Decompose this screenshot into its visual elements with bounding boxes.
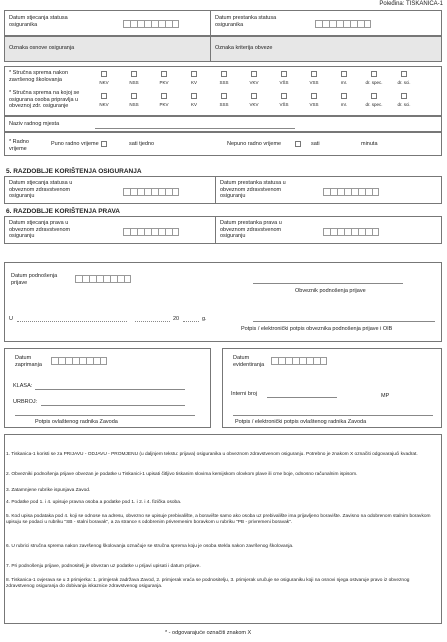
workplace-label: Naziv radnog mjesta — [9, 121, 60, 127]
submitter-line[interactable] — [253, 283, 403, 284]
position-label: * Stručna sprema na kojoj se osigurana osoba pripravlja u obveznoj zdr. osiguranje — [9, 90, 80, 109]
level-checkbox[interactable] — [101, 71, 107, 77]
level-label: mr. — [340, 102, 348, 107]
level-label: NKV — [99, 80, 109, 85]
level-checkbox[interactable] — [251, 93, 257, 99]
section6-start-label: Datum stjecanja prava u obveznom zdravstvenom osiguranju — [9, 220, 71, 239]
level-label: VŠS — [279, 80, 289, 85]
section6-start-field[interactable] — [123, 228, 179, 236]
note-3: 3. Zatamnjene rubrike ispunjava Zavod. — [6, 488, 91, 493]
level-checkbox[interactable] — [341, 71, 347, 77]
section6-end-label: Datum prestanka prava u obveznom zdravstvenom osiguranju — [220, 220, 282, 239]
level-checkbox[interactable] — [281, 71, 287, 77]
level-label: VŠS — [279, 102, 289, 107]
signature-line[interactable] — [253, 321, 435, 322]
authorized-sign-line[interactable] — [15, 415, 195, 416]
authorized-sign-label: Potpis ovlaštenog radnika Zavoda — [35, 419, 118, 425]
level-label: KV — [190, 80, 197, 85]
level-checkbox[interactable] — [161, 71, 167, 77]
worktime-label: * Radno vrijeme — [9, 139, 29, 152]
level-label: SSS — [219, 80, 229, 85]
level-checkbox[interactable] — [191, 93, 197, 99]
level-checkbox[interactable] — [131, 71, 137, 77]
end-date-label: Datum prestanka statusa osiguranika — [215, 15, 277, 28]
electronic-sign-line[interactable] — [233, 415, 433, 416]
place-field[interactable] — [17, 321, 127, 322]
level-checkbox[interactable] — [221, 71, 227, 77]
signature-label: Potpis / elektronički potpis obveznika podnošenja prijave i OIB — [241, 326, 393, 332]
section6-end-field[interactable] — [323, 228, 379, 236]
received-field[interactable] — [51, 357, 107, 365]
note-1: 1. Tiskanica-1 koristi se za PRIJAVU - ODJAVU - PROMJENU (u daljnjem tekstu: prijava) osiguranika u obveznom zdravstvenom osiguranju. Potrebno je znakom X označiti odgovarajući kvadrat. — [6, 452, 418, 457]
hours-weekly-label: sati tjedno — [129, 141, 155, 147]
page-label: Poleđina: TISKANICA-1 — [379, 1, 443, 7]
level-label: VSS — [309, 102, 319, 107]
section5-end-field[interactable] — [323, 188, 379, 196]
mp-label: MP — [381, 393, 390, 399]
level-checkbox[interactable] — [131, 93, 137, 99]
level-label: VSS — [309, 80, 319, 85]
submission-date-field[interactable] — [75, 275, 131, 283]
basis-box — [4, 36, 442, 62]
section5-end-label: Datum prestanka statusa u obveznom zdravstvenom osiguranju — [220, 180, 286, 199]
level-checkbox[interactable] — [161, 93, 167, 99]
notes-box — [4, 434, 442, 624]
level-checkbox[interactable] — [401, 93, 407, 99]
year-suffix: g. — [202, 316, 207, 322]
qualification-label: * Stručna sprema nakon završenog školovanja — [9, 70, 69, 83]
level-label: VKV — [249, 80, 259, 85]
date-field[interactable] — [135, 321, 170, 322]
submitter-label: Obveznik podnošenja prijave — [295, 288, 366, 294]
worktime-box — [4, 132, 442, 156]
level-label: dr. spec. — [365, 80, 383, 85]
note-4: 4. Podatke pod 1. i 4. upisuje pravna osoba a podatke pod 1. i 2. i 4. fizička osoba. — [6, 500, 182, 505]
status-dates-box — [4, 10, 442, 36]
full-time-label: Puno radno vrijeme — [51, 141, 99, 147]
level-checkbox[interactable] — [311, 71, 317, 77]
section5-title: 5. RAZDOBLJE KORIŠTENJA OSIGURANJA — [6, 168, 142, 175]
level-checkbox[interactable] — [101, 93, 107, 99]
workplace-box — [4, 116, 442, 132]
section5-start-field[interactable] — [123, 188, 179, 196]
level-checkbox[interactable] — [191, 71, 197, 77]
level-label: PKV — [159, 80, 169, 85]
submission-box — [4, 262, 442, 342]
start-date-label: Datum stjecanja statusa osiguranika — [9, 15, 68, 28]
section6-title: 6. RAZDOBLJE KORIŠTENJA PRAVA — [6, 208, 121, 215]
place-prefix: U — [9, 316, 13, 322]
level-label: KV — [190, 102, 197, 107]
internal-label: Interni broj — [231, 391, 257, 397]
criteria-label: Oznaka kriterija obveze — [215, 45, 273, 51]
level-checkbox[interactable] — [371, 71, 377, 77]
level-label: VKV — [249, 102, 259, 107]
recorded-field[interactable] — [271, 357, 327, 365]
received-label: Datum zaprimanja — [15, 355, 42, 368]
level-label: NKV — [99, 102, 109, 107]
year-prefix: 20 — [173, 316, 180, 322]
level-checkbox[interactable] — [281, 93, 287, 99]
note-6: 6. U rubrici stručna sprema nakon završenog školovanja označuje se stručna sprema koju je osoba stekla nakon završenog školovanja. — [6, 544, 294, 549]
level-checkbox[interactable] — [401, 71, 407, 77]
urbroj-label: URBROJ: — [13, 399, 38, 405]
internal-field[interactable] — [267, 397, 337, 398]
note-7: 7. Pri podnošenju prijave, podnositelj je obvezan uz podatke u prijavi upisati i datum prijave. — [6, 564, 201, 569]
level-checkbox[interactable] — [251, 71, 257, 77]
level-label: dr. sci. — [397, 80, 411, 85]
note-8: 8. Tiskanica-1 ovjerava se u 3 primjerka: 1. primjerak zadržava Zavod, 2. primjerak vraća se podnositelju, 3. primjerak uručuje se osiguraniku koji na osnovi njega ostvaruje pravo iz obveznog zdravstvenog osiguranja do dobivanja iskaznice zdravstvenog osiguranja. — [6, 578, 410, 589]
level-checkbox[interactable] — [341, 93, 347, 99]
part-time-checkbox[interactable] — [295, 141, 301, 147]
note-5: 5. Kod upisa podataka pod 4. koji se odnose na adresu, obvezno se upisuje prebivalište, a boravište samo ako osoba uz prebivalište ima prijavljeno boravište. Zavisno na odobrenom stalnim boravkom upisuju se podaci u rubriku "SB - stalni boravak", a za strance s odobrenim privremenim boravkom u rubriku "PB - privremeni boravak". — [6, 514, 431, 525]
section5-start-label: Datum stjecanja statusa u obveznom zdravstvenom osiguranju — [9, 180, 73, 199]
workplace-field[interactable] — [95, 128, 295, 129]
year-field[interactable] — [183, 321, 199, 322]
level-label: NSS — [129, 80, 139, 85]
level-checkbox[interactable] — [311, 93, 317, 99]
submission-date-label: Datum podnošenja prijave — [11, 273, 58, 286]
minutes-label: minuta — [361, 141, 378, 147]
urbroj-field[interactable] — [41, 405, 185, 406]
part-time-label: Nepuno radno vrijeme — [227, 141, 282, 147]
start-date-field[interactable] — [123, 20, 179, 28]
full-time-checkbox[interactable] — [101, 141, 107, 147]
level-label: NSS — [129, 102, 139, 107]
office-left-box — [4, 348, 211, 428]
end-date-field[interactable] — [315, 20, 371, 28]
hours-label: sati — [311, 141, 320, 147]
level-checkbox[interactable] — [371, 93, 377, 99]
level-label: SSS — [219, 102, 229, 107]
footnote: * - odgovarajuće označiti znakom X — [165, 630, 252, 636]
level-label: PKV — [159, 102, 169, 107]
section5-box — [4, 176, 442, 204]
note-2: 2. Obvezniki podnošenja prijave obvezan je podatke u Tiskanici-1 upisati čitljivo tiskanim slovima kemijskom olovkom plave ili crne boje, odnosno računalnim ispisom. — [6, 472, 358, 477]
klasa-field[interactable] — [35, 389, 185, 390]
education-box — [4, 66, 442, 116]
electronic-sign-label: Potpis / elektronički potpis ovlaštenog radnika Zavoda — [235, 419, 367, 425]
recorded-label: Datum evidentiranja — [233, 355, 265, 368]
klasa-label: KLASA: — [13, 383, 33, 389]
basis-label: Oznaka osnove osiguranja — [9, 45, 75, 51]
level-checkbox[interactable] — [221, 93, 227, 99]
section6-box — [4, 216, 442, 244]
level-label: dr. sci. — [397, 102, 411, 107]
level-label: dr. spec. — [365, 102, 383, 107]
office-right-box — [222, 348, 442, 428]
level-label: mr. — [340, 80, 348, 85]
